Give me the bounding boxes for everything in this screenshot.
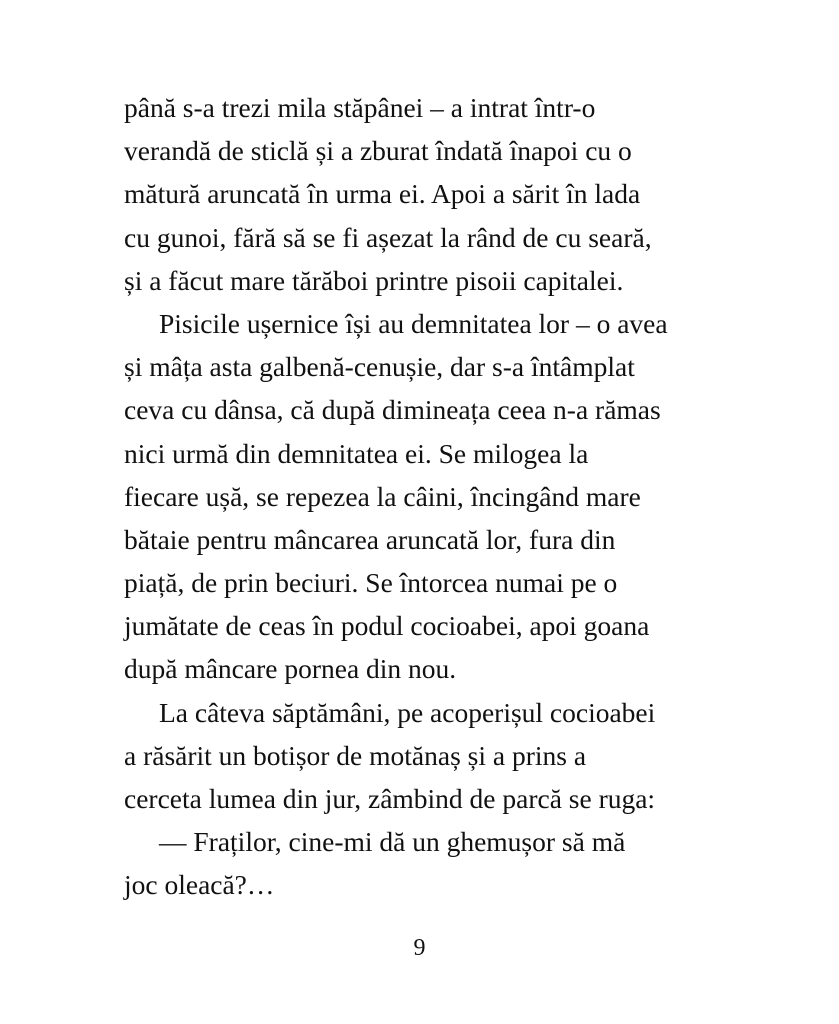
text-line: cu gunoi, fără să se fi așezat la rând de cu seară, (124, 221, 652, 253)
text-line: până s-a trezi mila stăpânei – a intrat într-o (124, 92, 596, 123)
page-number: 9 (413, 935, 426, 961)
text-line: și a făcut mare tărăboi printre pisoii capitalei. (124, 264, 624, 296)
text-line: cerceta lumea din jur, zâmbind de parcă se ruga: (124, 783, 656, 814)
text-line: nici urmă din demnitatea ei. Se milogea la (124, 437, 589, 469)
text-line: bătaie pentru mâncarea aruncată lor, fura din (124, 523, 616, 555)
text-line: joc oleacă?… (124, 869, 275, 901)
text-line: mătură aruncată în urma ei. Apoi a sărit în lada (124, 178, 641, 210)
text-line: jumătate de ceas în podul cocioabei, apoi goana (124, 610, 650, 642)
body-text (124, 86, 764, 907)
text-line: și mâța asta galbenă-cenușie, dar s-a întâmplat (124, 351, 635, 383)
text-line: a răsărit un botișor de motănaș și a prins a (124, 739, 587, 771)
text-line: după mâncare pornea din nou. (124, 653, 457, 685)
text-line: piață, de prin beciuri. Se întorcea numai pe o (124, 567, 618, 599)
dialogue-line: — Fraților, cine-mi dă un ghemușor să mă (159, 826, 626, 858)
text-line: ceva cu dânsa, că după dimineața ceea n-a rămas (124, 394, 661, 426)
text-line: fiecare ușă, se repezea la câini, încingând mare (124, 480, 641, 512)
paragraph-start-line: La câteva săptămâni, pe acoperișul cocioabei (159, 696, 656, 728)
text-line: verandă de sticlă și a zburat îndată înapoi cu o (124, 135, 632, 167)
paragraph-start-line: Pisicile ușernice își au demnitatea lor – o avea (159, 307, 668, 339)
